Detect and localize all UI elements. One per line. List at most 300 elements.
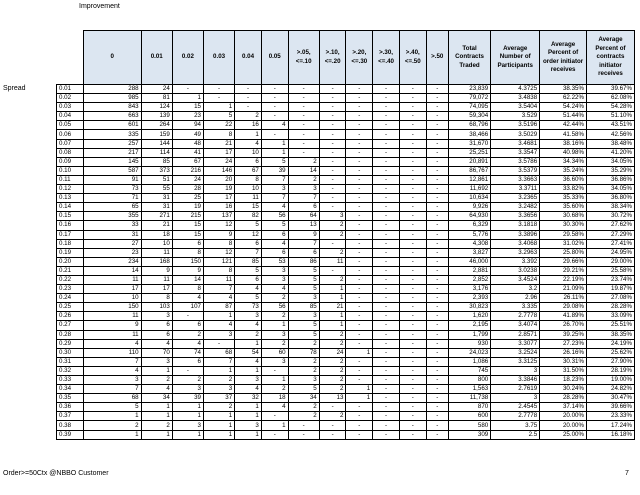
table-cell: - xyxy=(346,185,373,194)
spread-cell: 0.28 xyxy=(57,330,84,339)
column-header: >.10, <=.20 xyxy=(319,31,346,85)
table-cell: - xyxy=(373,312,400,321)
table-cell: 24 xyxy=(172,175,203,184)
table-cell: 87 xyxy=(203,303,234,312)
table-cell: 168 xyxy=(141,257,172,266)
spread-cell: 0.08 xyxy=(57,148,84,157)
table-cell: 2,852 xyxy=(448,275,490,284)
table-cell: 4 xyxy=(141,385,172,394)
table-cell: 150 xyxy=(83,303,141,312)
table-cell: 74 xyxy=(172,348,203,357)
table-cell: - xyxy=(261,412,288,421)
table-cell: 2 xyxy=(288,157,319,166)
table-cell: 217 xyxy=(83,148,141,157)
table-cell: 35.29% xyxy=(586,166,634,175)
table-cell: - xyxy=(346,130,373,139)
table-cell: - xyxy=(346,230,373,239)
table-cell: 25 xyxy=(172,194,203,203)
table-cell: 27.08% xyxy=(586,294,634,303)
table-cell: - xyxy=(399,339,426,348)
table-cell: - xyxy=(426,94,448,103)
table-cell: - xyxy=(373,139,400,148)
table-cell: - xyxy=(399,175,426,184)
table-cell: 2 xyxy=(261,312,288,321)
table-cell: - xyxy=(373,112,400,121)
table-cell: 4 xyxy=(203,321,234,330)
table-cell: 150 xyxy=(172,257,203,266)
table-cell: 144 xyxy=(141,139,172,148)
table-cell: - xyxy=(319,403,346,412)
table-row xyxy=(57,194,635,203)
table-cell: 7 xyxy=(288,239,319,248)
table-row xyxy=(57,257,635,266)
table-cell: - xyxy=(172,366,203,375)
table-cell: - xyxy=(373,239,400,248)
table-cell: 870 xyxy=(448,403,490,412)
table-cell: 2 xyxy=(172,330,203,339)
table-cell: 21.09% xyxy=(540,285,587,294)
table-cell: - xyxy=(319,130,346,139)
table-cell: 30.72% xyxy=(586,212,634,221)
table-cell: 42.44% xyxy=(540,121,587,130)
table-cell: 12 xyxy=(235,230,262,239)
spread-cell: 0.20 xyxy=(57,257,84,266)
table-cell: 2,393 xyxy=(448,294,490,303)
table-cell: 18 xyxy=(261,394,288,403)
table-cell: - xyxy=(373,330,400,339)
table-cell: 4 xyxy=(141,339,172,348)
table-cell: 18.23% xyxy=(540,376,587,385)
table-cell: 19 xyxy=(203,185,234,194)
table-cell: - xyxy=(399,103,426,112)
table-cell: 3.5379 xyxy=(491,166,540,175)
table-cell: - xyxy=(399,412,426,421)
table-cell: 29.08% xyxy=(540,303,587,312)
table-cell: 216 xyxy=(172,166,203,175)
table-cell: 29.00% xyxy=(586,257,634,266)
table-cell: 10 xyxy=(83,294,141,303)
table-cell: - xyxy=(203,85,234,94)
table-cell: - xyxy=(399,94,426,103)
table-row xyxy=(57,148,635,157)
spread-cell: 0.13 xyxy=(57,194,84,203)
table-cell: 65 xyxy=(83,203,141,212)
table-cell: 3 xyxy=(261,275,288,284)
table-cell: 3.5404 xyxy=(491,103,540,112)
table-cell: 20 xyxy=(203,175,234,184)
table-cell: 11 xyxy=(83,330,141,339)
table-cell: 51.10% xyxy=(586,112,634,121)
table-cell: 1 xyxy=(141,412,172,421)
table-row xyxy=(57,330,635,339)
table-cell: - xyxy=(288,139,319,148)
table-cell: 16 xyxy=(203,203,234,212)
table-cell: 2 xyxy=(172,376,203,385)
table-cell: 11 xyxy=(83,275,141,284)
table-cell: 31.50% xyxy=(540,366,587,375)
table-cell: 601 xyxy=(83,121,141,130)
spread-cell: 0.37 xyxy=(57,412,84,421)
table-cell: 234 xyxy=(83,257,141,266)
table-row xyxy=(57,166,635,175)
table-row xyxy=(57,303,635,312)
table-cell: - xyxy=(373,203,400,212)
table-cell: - xyxy=(346,285,373,294)
table-cell: 64 xyxy=(288,212,319,221)
table-cell: 1 xyxy=(203,312,234,321)
table-cell: - xyxy=(373,385,400,394)
table-cell: - xyxy=(172,85,203,94)
table-cell: - xyxy=(346,303,373,312)
spread-cell: 0.30 xyxy=(57,348,84,357)
table-cell: 2.7778 xyxy=(491,312,540,321)
table-cell: 56 xyxy=(261,303,288,312)
table-cell: 587 xyxy=(83,166,141,175)
table-cell: - xyxy=(399,185,426,194)
column-header: 0.01 xyxy=(141,31,172,85)
table-cell: 30.24% xyxy=(540,385,587,394)
table-cell: 54.24% xyxy=(540,103,587,112)
table-cell: - xyxy=(373,166,400,175)
table-cell: 12,861 xyxy=(448,175,490,184)
table-cell: 3 xyxy=(261,185,288,194)
table-cell: 1 xyxy=(141,366,172,375)
table-cell: 2 xyxy=(319,412,346,421)
table-cell: 2 xyxy=(319,275,346,284)
table-cell: 3 xyxy=(261,357,288,366)
table-cell: 985 xyxy=(83,94,141,103)
table-cell: - xyxy=(319,157,346,166)
table-cell: 1 xyxy=(172,412,203,421)
table-cell: - xyxy=(319,103,346,112)
table-cell: 4 xyxy=(235,357,262,366)
table-cell: - xyxy=(346,330,373,339)
table-cell: 3 xyxy=(172,385,203,394)
table-cell: 6 xyxy=(172,357,203,366)
table-cell: 28 xyxy=(172,185,203,194)
column-header: 0.02 xyxy=(172,31,203,85)
table-cell: 32 xyxy=(235,394,262,403)
table-cell: - xyxy=(346,376,373,385)
table-cell: 37.14% xyxy=(540,403,587,412)
table-row xyxy=(57,94,635,103)
column-header: Average Number of Participants xyxy=(491,31,540,85)
table-cell: 3.5029 xyxy=(491,130,540,139)
table-cell: 1 xyxy=(235,339,262,348)
table-cell: 3 xyxy=(235,376,262,385)
table-cell: 1 xyxy=(319,312,346,321)
table-cell: 20.00% xyxy=(540,412,587,421)
table-cell: 2 xyxy=(83,421,141,430)
table-cell: - xyxy=(346,403,373,412)
table-cell: - xyxy=(373,394,400,403)
table-cell: 159 xyxy=(141,130,172,139)
table-cell: 2 xyxy=(319,357,346,366)
table-row xyxy=(57,185,635,194)
spread-cell: 0.23 xyxy=(57,285,84,294)
table-cell: - xyxy=(203,94,234,103)
table-cell: 1 xyxy=(319,285,346,294)
table-cell: - xyxy=(399,366,426,375)
table-cell: - xyxy=(261,430,288,439)
table-cell: - xyxy=(319,166,346,175)
table-cell: 22.19% xyxy=(540,275,587,284)
table-cell: - xyxy=(346,275,373,284)
table-body xyxy=(57,85,635,440)
table-cell: 3.4524 xyxy=(491,275,540,284)
table-cell: - xyxy=(399,430,426,439)
table-cell: 3.4074 xyxy=(491,321,540,330)
table-cell: 29.21% xyxy=(540,266,587,275)
table-cell: 25.00% xyxy=(540,430,587,439)
table-cell: 68 xyxy=(83,394,141,403)
table-cell: - xyxy=(426,348,448,357)
table-cell: - xyxy=(426,394,448,403)
table-cell: - xyxy=(426,148,448,157)
column-header: >.50 xyxy=(426,31,448,85)
table-cell: 24.95% xyxy=(586,248,634,257)
table-cell: 55 xyxy=(141,185,172,194)
table-cell: - xyxy=(399,221,426,230)
table-cell: 68 xyxy=(203,348,234,357)
table-cell: - xyxy=(373,221,400,230)
table-cell: - xyxy=(319,266,346,275)
table-cell: 6,329 xyxy=(448,221,490,230)
table-cell: 2.96 xyxy=(491,294,540,303)
table-cell: 6 xyxy=(141,330,172,339)
table-row xyxy=(57,103,635,112)
table-cell: - xyxy=(373,321,400,330)
table-cell: 15 xyxy=(235,203,262,212)
table-cell: 2 xyxy=(261,294,288,303)
table-cell: 3 xyxy=(203,385,234,394)
table-cell: 4 xyxy=(235,285,262,294)
table-cell: 22 xyxy=(203,121,234,130)
table-cell: 1 xyxy=(261,139,288,148)
table-row xyxy=(57,348,635,357)
table-cell: - xyxy=(346,166,373,175)
table-cell: 3 xyxy=(319,212,346,221)
table-cell: - xyxy=(426,157,448,166)
table-cell: 30.47% xyxy=(586,394,634,403)
table-cell: - xyxy=(319,239,346,248)
table-cell: - xyxy=(399,239,426,248)
table-cell: 25.80% xyxy=(540,248,587,257)
column-header: 0.03 xyxy=(203,31,234,85)
table-cell: 34.34% xyxy=(540,157,587,166)
table-cell: 2 xyxy=(319,330,346,339)
table-cell: 1,563 xyxy=(448,385,490,394)
table-row xyxy=(57,403,635,412)
table-cell: 2 xyxy=(141,376,172,385)
table-cell: 3,176 xyxy=(448,285,490,294)
table-cell: 1 xyxy=(235,403,262,412)
table-cell: - xyxy=(399,303,426,312)
table-cell: 12 xyxy=(203,221,234,230)
spread-cell: 0.32 xyxy=(57,366,84,375)
table-cell: 3.2482 xyxy=(491,203,540,212)
table-row xyxy=(57,157,635,166)
table-cell: 1 xyxy=(141,430,172,439)
table-cell: 3.3125 xyxy=(491,357,540,366)
table-cell: 5 xyxy=(288,385,319,394)
table-cell: 2,195 xyxy=(448,321,490,330)
table-cell: - xyxy=(373,175,400,184)
table-cell: 6 xyxy=(235,239,262,248)
spread-cell: 0.29 xyxy=(57,339,84,348)
table-cell: 16 xyxy=(235,121,262,130)
table-cell: - xyxy=(399,139,426,148)
table-cell: 13 xyxy=(319,394,346,403)
table-cell: 1 xyxy=(203,366,234,375)
table-cell: - xyxy=(426,112,448,121)
table-cell: - xyxy=(426,357,448,366)
table-cell: 2 xyxy=(319,376,346,385)
table-cell: 2.7619 xyxy=(491,385,540,394)
spread-cell: 0.18 xyxy=(57,239,84,248)
table-cell: 2.7778 xyxy=(491,412,540,421)
table-cell: 41.89% xyxy=(540,312,587,321)
spread-cell: 0.38 xyxy=(57,421,84,430)
table-cell: 19.87% xyxy=(586,285,634,294)
table-cell: 1 xyxy=(83,412,141,421)
table-cell: 24.82% xyxy=(586,385,634,394)
table-cell: - xyxy=(288,421,319,430)
table-cell: 1,086 xyxy=(448,357,490,366)
spread-cell: 0.04 xyxy=(57,112,84,121)
table-cell: 16.18% xyxy=(586,430,634,439)
table-cell: 3.5786 xyxy=(491,157,540,166)
table-cell: 7 xyxy=(261,194,288,203)
table-cell: 74,095 xyxy=(448,103,490,112)
table-cell: 11 xyxy=(141,275,172,284)
table-cell: 3 xyxy=(235,312,262,321)
table-cell: 8 xyxy=(141,294,172,303)
header-blank-cell xyxy=(57,31,84,85)
table-cell: 33 xyxy=(83,221,141,230)
table-cell: 257 xyxy=(83,139,141,148)
table-row xyxy=(57,285,635,294)
table-cell: - xyxy=(319,112,346,121)
table-cell: - xyxy=(235,103,262,112)
table-cell: - xyxy=(235,85,262,94)
table-cell: 27.41% xyxy=(586,239,634,248)
table-cell: 3 xyxy=(261,266,288,275)
table-row xyxy=(57,312,635,321)
table-cell: - xyxy=(346,121,373,130)
table-cell: 7 xyxy=(261,175,288,184)
table-cell: 94 xyxy=(172,121,203,130)
table-cell: - xyxy=(288,430,319,439)
table-cell: 54.28% xyxy=(586,103,634,112)
table-row xyxy=(57,203,635,212)
spread-cell: 0.26 xyxy=(57,312,84,321)
table-cell: 11 xyxy=(141,248,172,257)
table-cell: 2.4545 xyxy=(491,403,540,412)
table-cell: 2 xyxy=(141,421,172,430)
table-cell: - xyxy=(346,321,373,330)
table-row xyxy=(57,212,635,221)
table-cell: - xyxy=(399,112,426,121)
table-cell: 1 xyxy=(261,421,288,430)
table-cell: - xyxy=(261,112,288,121)
table-cell: - xyxy=(426,203,448,212)
table-cell: 5,776 xyxy=(448,230,490,239)
table-cell: 23.74% xyxy=(586,275,634,284)
table-cell: 6 xyxy=(288,203,319,212)
table-cell: 1 xyxy=(172,403,203,412)
table-cell: 6 xyxy=(172,321,203,330)
table-cell: 1 xyxy=(261,148,288,157)
table-cell: - xyxy=(399,385,426,394)
table-cell: 146 xyxy=(203,166,234,175)
table-cell: 62.22% xyxy=(540,94,587,103)
table-cell: 3.2 xyxy=(491,285,540,294)
table-cell: 85 xyxy=(288,303,319,312)
table-cell: 3 xyxy=(288,294,319,303)
table-cell: 38.35% xyxy=(540,85,587,94)
table-cell: - xyxy=(426,221,448,230)
table-cell: - xyxy=(399,212,426,221)
table-row xyxy=(57,121,635,130)
table-cell: - xyxy=(399,421,426,430)
table-cell: - xyxy=(373,303,400,312)
column-header: Total Contracts Traded xyxy=(448,31,490,85)
table-cell: 4 xyxy=(261,285,288,294)
table-row xyxy=(57,130,635,139)
table-cell: 24 xyxy=(203,157,234,166)
table-cell: 34.05% xyxy=(586,185,634,194)
table-cell: - xyxy=(426,421,448,430)
table-cell: 27.90% xyxy=(586,357,634,366)
table-cell: 5 xyxy=(261,157,288,166)
table-cell: 3,827 xyxy=(448,248,490,257)
spread-cell: 0.21 xyxy=(57,266,84,275)
spread-cell: 0.16 xyxy=(57,221,84,230)
table-cell: 114 xyxy=(141,148,172,157)
table-cell: 85 xyxy=(235,257,262,266)
table-cell: 31 xyxy=(141,203,172,212)
table-cell: 28.28% xyxy=(540,394,587,403)
table-cell: 2 xyxy=(288,366,319,375)
table-cell: 3 xyxy=(172,421,203,430)
table-cell: 29.66% xyxy=(540,257,587,266)
table-cell: 930 xyxy=(448,339,490,348)
table-cell: 68,796 xyxy=(448,121,490,130)
table-header-row xyxy=(57,31,635,85)
table-cell: 25,251 xyxy=(448,148,490,157)
table-cell: 25.62% xyxy=(586,348,634,357)
table-cell: 600 xyxy=(448,412,490,421)
table-cell: - xyxy=(319,430,346,439)
spread-cell: 0.39 xyxy=(57,430,84,439)
table-cell: 580 xyxy=(448,421,490,430)
table-cell: 8 xyxy=(203,266,234,275)
table-cell: 8 xyxy=(172,285,203,294)
table-cell: 39 xyxy=(172,394,203,403)
table-cell: 2 xyxy=(288,357,319,366)
table-cell: - xyxy=(426,285,448,294)
spread-cell: 0.14 xyxy=(57,203,84,212)
table-cell: 3 xyxy=(491,366,540,375)
table-row xyxy=(57,175,635,184)
table-cell: 2.8571 xyxy=(491,330,540,339)
table-cell: - xyxy=(399,330,426,339)
table-cell: - xyxy=(319,421,346,430)
table-cell: 24.19% xyxy=(586,339,634,348)
table-cell: 107 xyxy=(172,303,203,312)
table-row xyxy=(57,239,635,248)
